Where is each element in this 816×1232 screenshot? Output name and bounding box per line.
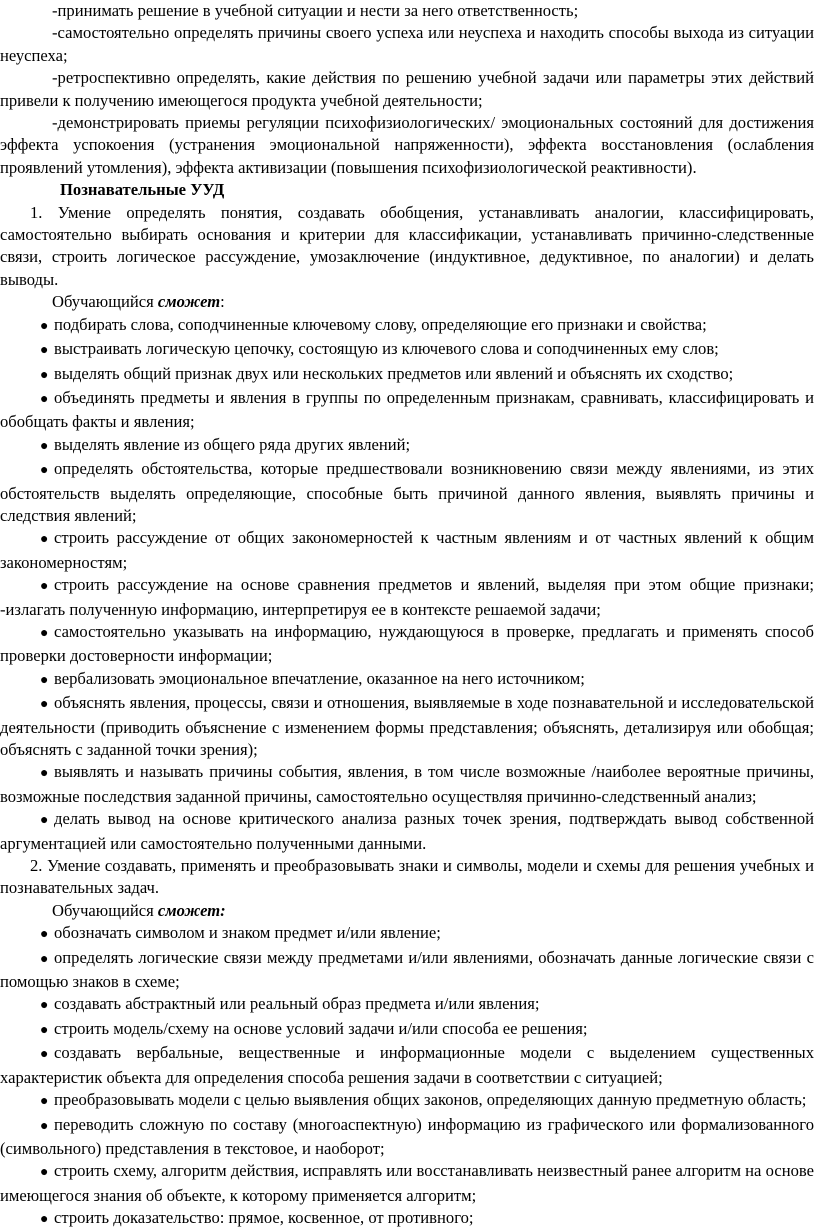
bullet-dot-icon: ● (40, 463, 49, 479)
bullet-text: делать вывод на основе критического анализа разных точек зрения, подтверждать вывод собственной аргументацией или самостоятельно полученными данными. (0, 809, 814, 853)
bullet-item (0, 574, 814, 621)
bullet-text: обозначать символом и знаком предмет и/или явление; (54, 923, 441, 943)
bullet-dot-icon: ● (40, 1047, 49, 1063)
bullet-item (0, 922, 814, 946)
bullet-text: выделять явление из общего ряда других явлений; (54, 434, 411, 454)
learner-prefix: Обучающийся (52, 900, 158, 920)
bullet-item (0, 1114, 814, 1161)
bullet-dot-icon: ● (40, 1118, 49, 1134)
bullet-item (0, 808, 814, 855)
learner-line (0, 900, 814, 922)
bullet-text: вербализовать эмоциональное впечатление, оказанное на него источником; (54, 668, 585, 688)
bullet-dot-icon: ● (40, 1094, 49, 1110)
intro-list (0, 0, 814, 179)
intro-item: -демонстрировать приемы регуляции психофизиологических/ эмоциональных состояний для достижения эффекта успокоения (устранения эмоциональной напряженности), эффекта восстановления (ослабления проявлений утомления), эффекта активизации (повышения психофизиологической реактивности). (0, 113, 814, 177)
bullet-item (0, 993, 814, 1017)
bullet-item (0, 761, 814, 808)
bullet-dot-icon: ● (40, 998, 49, 1014)
learner-emph: сможет (157, 292, 221, 312)
bullet-item (0, 1042, 814, 1089)
bullet-item (0, 338, 814, 362)
bullet-text: подбирать слова, соподчиненные ключевому слову, определяющие его признаки и свойства; (54, 314, 707, 334)
bullet-text: объединять предметы и явления в группы по определенным признакам, сравнивать, классифицировать и обобщать факты и явления; (0, 387, 814, 432)
bullet-item (0, 434, 814, 458)
bullet-item (0, 363, 814, 387)
bullet-dot-icon: ● (40, 672, 49, 688)
learner-suffix: : (220, 292, 225, 312)
bullet-item (0, 692, 814, 761)
bullet-item (0, 947, 814, 994)
intro-item: -принимать решение в учебной ситуации и нести за него ответственность; (52, 1, 579, 20)
bullet-text: строить рассуждение от общих закономерностей к частным явлениям и от частных явлений к общим закономерностям; (0, 528, 814, 572)
bullet-dot-icon: ● (40, 1212, 49, 1228)
learner-line (0, 291, 814, 313)
bullet-text: преобразовывать модели с целью выявления общих законов, определяющих данную предметную область; (54, 1090, 807, 1110)
bullet-dot-icon: ● (40, 766, 49, 782)
bullet-text: выстраивать логическую цепочку, состоящую из ключевого слова и соподчиненных ему слов; (54, 339, 719, 359)
bullet-dot-icon: ● (40, 438, 49, 454)
bullet-dot-icon: ● (40, 367, 49, 383)
bullet-text: строить доказательство: прямое, косвенное, от противного; (54, 1208, 474, 1228)
bullet-item (0, 458, 814, 527)
block-1 (0, 202, 814, 855)
bullet-item (0, 527, 814, 574)
block-2 (0, 855, 814, 1232)
bullet-text: выделять общий признак двух или нескольких предметов или явлений и объяснять их сходство; (54, 363, 734, 383)
bullet-item (0, 387, 814, 434)
bullet-text: переводить сложную по составу (многоаспектную) информацию из графического или формализованного (символьного) представления в текстовое, и наоборот; (0, 1114, 814, 1158)
bullet-text: создавать абстрактный или реальный образ предмета и/или явления; (54, 994, 540, 1014)
learner-prefix: Обучающийся (52, 292, 158, 312)
intro-item: -самостоятельно определять причины своего успеха или неуспеха и находить способы выхода из ситуации неуспеха; (0, 23, 814, 65)
bullet-text: строить схему, алгоритм действия, исправлять или восстанавливать неизвестный ранее алгоритм на основе имеющегося знания об объекте, к которому применяется алгоритм; (0, 1161, 814, 1205)
bullet-text: определять логические связи между предметами и/или явлениями, обозначать данные логические связи с помощью знаков в схеме; (0, 947, 814, 992)
bullet-text: создавать вербальные, вещественные и информационные модели с выделением существенных характеристик объекта для определения способа решения задачи в соответствии с ситуацией; (0, 1043, 814, 1087)
block-title: 1. Умение определять понятия, создавать обобщения, устанавливать аналогии, классифицировать, самостоятельно выбирать основания и критерии для классификации, устанавливать причинно-следственные связи, строить логическое рассуждение, умозаключение (индуктивное, дедуктивное, по аналогии) и делать выводы. (0, 202, 814, 289)
bullet-item (0, 1089, 814, 1113)
bullet-dot-icon: ● (40, 1165, 49, 1181)
bullet-text: строить модель/схему на основе условий задачи и/или способа ее решения; (54, 1018, 588, 1038)
bullet-dot-icon: ● (40, 697, 49, 713)
bullet-dot-icon: ● (40, 391, 49, 407)
bullet-dot-icon: ● (40, 532, 49, 548)
bullet-dot-icon: ● (40, 927, 49, 943)
bullet-item (0, 314, 814, 338)
bullet-dot-icon: ● (40, 1022, 49, 1038)
bullet-dot-icon: ● (40, 579, 49, 595)
bullet-dot-icon: ● (40, 625, 49, 641)
intro-item: -ретроспективно определять, какие действия по решению учебной задачи или параметры этих действий привели к получению имеющегося продукта учебной деятельности; (0, 68, 814, 110)
bullet-item (0, 1207, 814, 1231)
bullet-dot-icon: ● (40, 813, 49, 829)
block-title: 2. Умение создавать, применять и преобразовывать знаки и символы, модели и схемы для решения учебных и познавательных задач. (0, 856, 814, 898)
learner-emph: сможет: (157, 900, 226, 920)
bullet-item (0, 668, 814, 692)
bullet-item (0, 1160, 814, 1207)
bullet-item (0, 621, 814, 668)
bullet-dot-icon: ● (40, 318, 49, 334)
bullet-dot-icon: ● (40, 343, 49, 359)
bullet-text: строить рассуждение на основе сравнения предметов и явлений, выделяя при этом общие признаки; -излагать полученную информацию, интерпретируя ее в контексте решаемой задачи; (0, 575, 814, 619)
bullet-item (0, 1018, 814, 1042)
bullet-text: определять обстоятельства, которые предшествовали возникновению связи между явлениями, из этих обстоятельств выделять определяющие, способные быть причиной данного явления, выявлять причины и следствия явлений; (0, 459, 814, 525)
bullet-text: объяснять явления, процессы, связи и отношения, выявляемые в ходе познавательной и исследовательской деятельности (приводить объяснение с изменением формы представления; объяснять, детализируя или обобщая; объяснять с заданной точки зрения); (0, 693, 814, 759)
bullet-dot-icon: ● (40, 951, 49, 967)
bullet-text: выявлять и называть причины события, явления, в том числе возможные /наиболее вероятные причины, возможные последствия заданной причины, самостоятельно осуществляя причинно-следственный анализ; (0, 762, 814, 806)
bullet-text: самостоятельно указывать на информацию, нуждающуюся в проверке, предлагать и применять способ проверки достоверности информации; (0, 621, 814, 666)
section-heading: Познавательные УУД (60, 180, 225, 200)
